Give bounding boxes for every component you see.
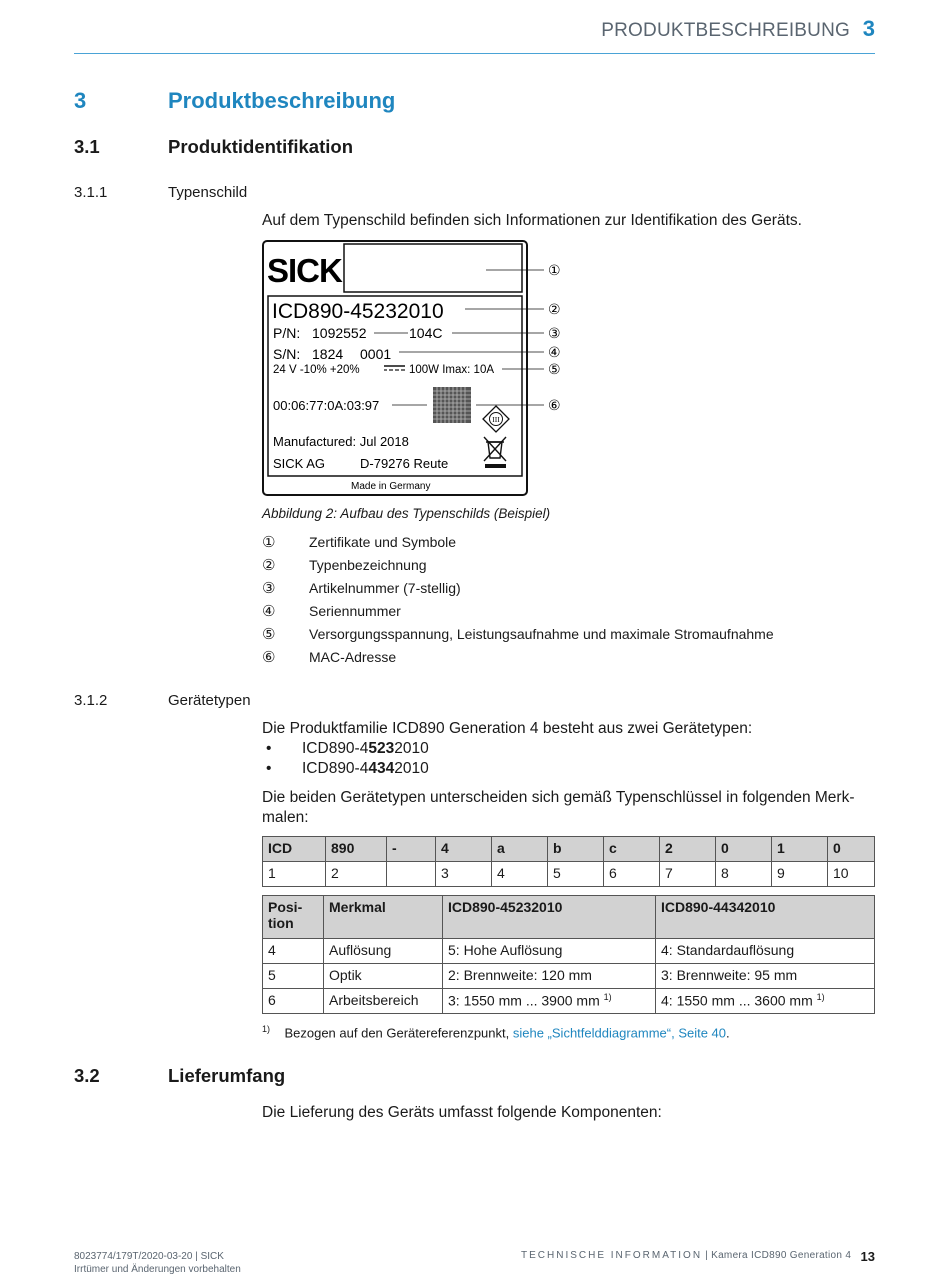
table-header-cell: 0 xyxy=(716,837,772,862)
table-header-cell: ICD890-45232010 xyxy=(443,896,656,939)
table-header-cell: 2 xyxy=(660,837,716,862)
callout-4: ④ xyxy=(548,345,561,361)
table-row xyxy=(263,862,875,887)
plate-power-a: 24 V -10% +20% xyxy=(273,364,360,376)
table-cell: 5 xyxy=(263,964,324,989)
plate-sn-value2: 0001 xyxy=(360,346,392,362)
table-header-cell: - xyxy=(387,837,436,862)
type-key-table xyxy=(262,836,875,887)
legend-number: ④ xyxy=(262,601,276,620)
table-cell: 7 xyxy=(660,862,716,887)
callout-3: ③ xyxy=(548,326,561,342)
legend-number: ⑤ xyxy=(262,624,276,643)
plate-sn-value: 1824 xyxy=(312,346,344,362)
table-header-row xyxy=(263,896,875,939)
lieferumfang-intro: Die Lieferung des Geräts umfasst folgende Komponenten: xyxy=(262,1104,662,1121)
callout-1: ① xyxy=(548,263,561,279)
legend-item xyxy=(262,622,882,645)
table-header-row xyxy=(263,837,875,862)
footer-doc-id: 8023774/179T/2020-03-20 | SICK xyxy=(74,1251,224,1262)
table-cell: 2 xyxy=(326,862,387,887)
table-cell: Optik xyxy=(324,964,443,989)
plate-type: ICD890-45232010 xyxy=(272,300,444,323)
header-divider xyxy=(74,53,875,54)
plate-address: D-79276 Reute xyxy=(360,456,449,471)
protection-class-label: III xyxy=(492,415,500,424)
list-item: • ICD890-4 523 2010 xyxy=(266,740,429,757)
subsection-3-2-number: 3.2 xyxy=(74,1065,100,1086)
table-header-cell: a xyxy=(492,837,548,862)
typenschild-intro: Auf dem Typenschild befinden sich Informationen zur Identifikation des Geräts. xyxy=(262,212,802,229)
footnote-mark: 1) xyxy=(816,992,825,1002)
feature-table xyxy=(262,895,875,1014)
footer-center: TECHNISCHE INFORMATION | Kamera ICD890 Generation 4 xyxy=(521,1250,852,1261)
table-cell: 5: Hohe Auflösung xyxy=(443,939,656,964)
table-cell: 5 xyxy=(548,862,604,887)
plate-made-in: Made in Germany xyxy=(351,481,431,492)
legend-number: ③ xyxy=(262,578,276,597)
legend-item xyxy=(262,576,882,599)
plate-sn-label: S/N: xyxy=(273,346,301,362)
legend-item xyxy=(262,530,882,553)
figure-caption: Abbildung 2: Aufbau des Typenschilds (Beispiel) xyxy=(262,506,551,521)
table-cell: 4 xyxy=(492,862,548,887)
table-header-cell: ICD xyxy=(263,837,326,862)
table-cell: 2: Brennweite: 120 mm xyxy=(443,964,656,989)
table-cell xyxy=(387,862,436,887)
callout-2: ② xyxy=(548,302,561,318)
sick-logo: SICK xyxy=(267,252,342,289)
legend-item xyxy=(262,599,882,622)
table-cell: 10 xyxy=(828,862,875,887)
legend-text: Seriennummer xyxy=(309,602,401,619)
legend-number: ② xyxy=(262,555,276,574)
section-title: Produktbeschreibung xyxy=(168,88,396,113)
footer-left xyxy=(74,1250,241,1276)
footnote-link[interactable]: siehe „Sichtfelddiagramme“, Seite 40 xyxy=(512,1025,727,1041)
table-header-cell: Merkmal xyxy=(324,896,443,939)
typenschluessel-para: Die beiden Gerätetypen unterscheiden sich gemäß Typenschlüssel in folgenden Merk-malen: xyxy=(262,789,855,826)
table-cell: 4 xyxy=(263,939,324,964)
plate-pn-label: P/N: xyxy=(273,325,301,341)
datamatrix-code-icon xyxy=(433,387,471,423)
footer-note: Irrtümer und Änderungen vorbehalten xyxy=(74,1264,241,1275)
footnote: $^{1)}$ Bezogen auf den Gerätereferenzpunkt, siehe „Sichtfelddiagramme“, Seite 40. xyxy=(262,1024,730,1041)
legend-item xyxy=(262,553,882,576)
callout-5: ⑤ xyxy=(548,362,561,378)
table-cell: 4: Standardauflösung xyxy=(656,939,875,964)
table-row xyxy=(263,964,875,989)
table-header-cell: 890 xyxy=(326,837,387,862)
subsection-3-1-title: Produktidentifikation xyxy=(168,136,353,157)
table-cell: Arbeitsbereich xyxy=(324,989,443,1014)
footnote-mark: 1) xyxy=(603,992,612,1002)
table-cell: 1 xyxy=(263,862,326,887)
legend-text: Typenbezeichnung xyxy=(309,556,427,573)
legend-text: MAC-Adresse xyxy=(309,648,397,665)
legend-text: Zertifikate und Symbole xyxy=(309,533,457,550)
legend-text: Versorgungsspannung, Leistungsaufnahme und maximale Stromaufnahme xyxy=(309,625,774,642)
type-plate-figure xyxy=(262,240,572,498)
subsection-3-1-1-number: 3.1.1 xyxy=(74,184,108,201)
figure-legend xyxy=(262,530,882,668)
subsection-3-1-1-title: Typenschild xyxy=(168,184,248,201)
table-cell: 6 xyxy=(263,989,324,1014)
running-header-title: PRODUKTBESCHREIBUNG xyxy=(601,20,850,41)
subsection-3-1-2-title: Gerätetypen xyxy=(168,692,251,709)
table-cell: Auflösung xyxy=(324,939,443,964)
table-header-cell: c xyxy=(604,837,660,862)
geraetetypen-intro: Die Produktfamilie ICD890 Generation 4 besteht aus zwei Gerätetypen: xyxy=(262,720,753,737)
footnote-number: 1) xyxy=(262,1024,271,1034)
table-cell: 3 xyxy=(436,862,492,887)
certificate-box xyxy=(344,244,522,292)
subsection-3-2-title: Lieferumfang xyxy=(168,1065,286,1086)
running-header-number: 3 xyxy=(862,16,875,41)
table-cell: 3: Brennweite: 95 mm xyxy=(656,964,875,989)
plate-manufactured: Manufactured: Jul 2018 xyxy=(273,434,409,449)
plate-company: SICK AG xyxy=(273,456,326,471)
table-header-cell: Posi-tion xyxy=(263,896,324,939)
subsection-3-1-2-number: 3.1.2 xyxy=(74,692,108,709)
table-cell: 4: 1550 mm ... 3600 mm $^{1)}$ xyxy=(656,989,875,1014)
legend-item xyxy=(262,645,882,668)
section-number: 3 xyxy=(74,88,87,113)
table-header-cell: 4 xyxy=(436,837,492,862)
table-header-cell: 0 xyxy=(828,837,875,862)
subsection-3-1-number: 3.1 xyxy=(74,136,100,157)
table-cell: 6 xyxy=(604,862,660,887)
plate-mac: 00:06:77:0A:03:97 xyxy=(273,398,380,413)
table-header-cell: ICD890-44342010 xyxy=(656,896,875,939)
table-header-cell: b xyxy=(548,837,604,862)
table-row xyxy=(263,939,875,964)
legend-number: ① xyxy=(262,532,276,551)
table-cell: 3: 1550 mm ... 3900 mm $^{1)}$ xyxy=(443,989,656,1014)
table-row xyxy=(263,989,875,1014)
device-type-list xyxy=(262,740,429,780)
list-item: • ICD890-4 434 2010 xyxy=(266,760,429,777)
callout-6: ⑥ xyxy=(548,398,561,414)
legend-number: ⑥ xyxy=(262,647,276,666)
table-cell: 9 xyxy=(772,862,828,887)
legend-text: Artikelnummer (7-stellig) xyxy=(309,579,461,596)
table-header-cell: 1 xyxy=(772,837,828,862)
plate-pn-value: 1092552 xyxy=(312,325,367,341)
plate-power-b: 100W Imax: 10A xyxy=(409,364,495,376)
table-cell: 8 xyxy=(716,862,772,887)
page-number: 13 xyxy=(860,1249,875,1264)
plate-pn-rev: 104C xyxy=(409,325,443,341)
